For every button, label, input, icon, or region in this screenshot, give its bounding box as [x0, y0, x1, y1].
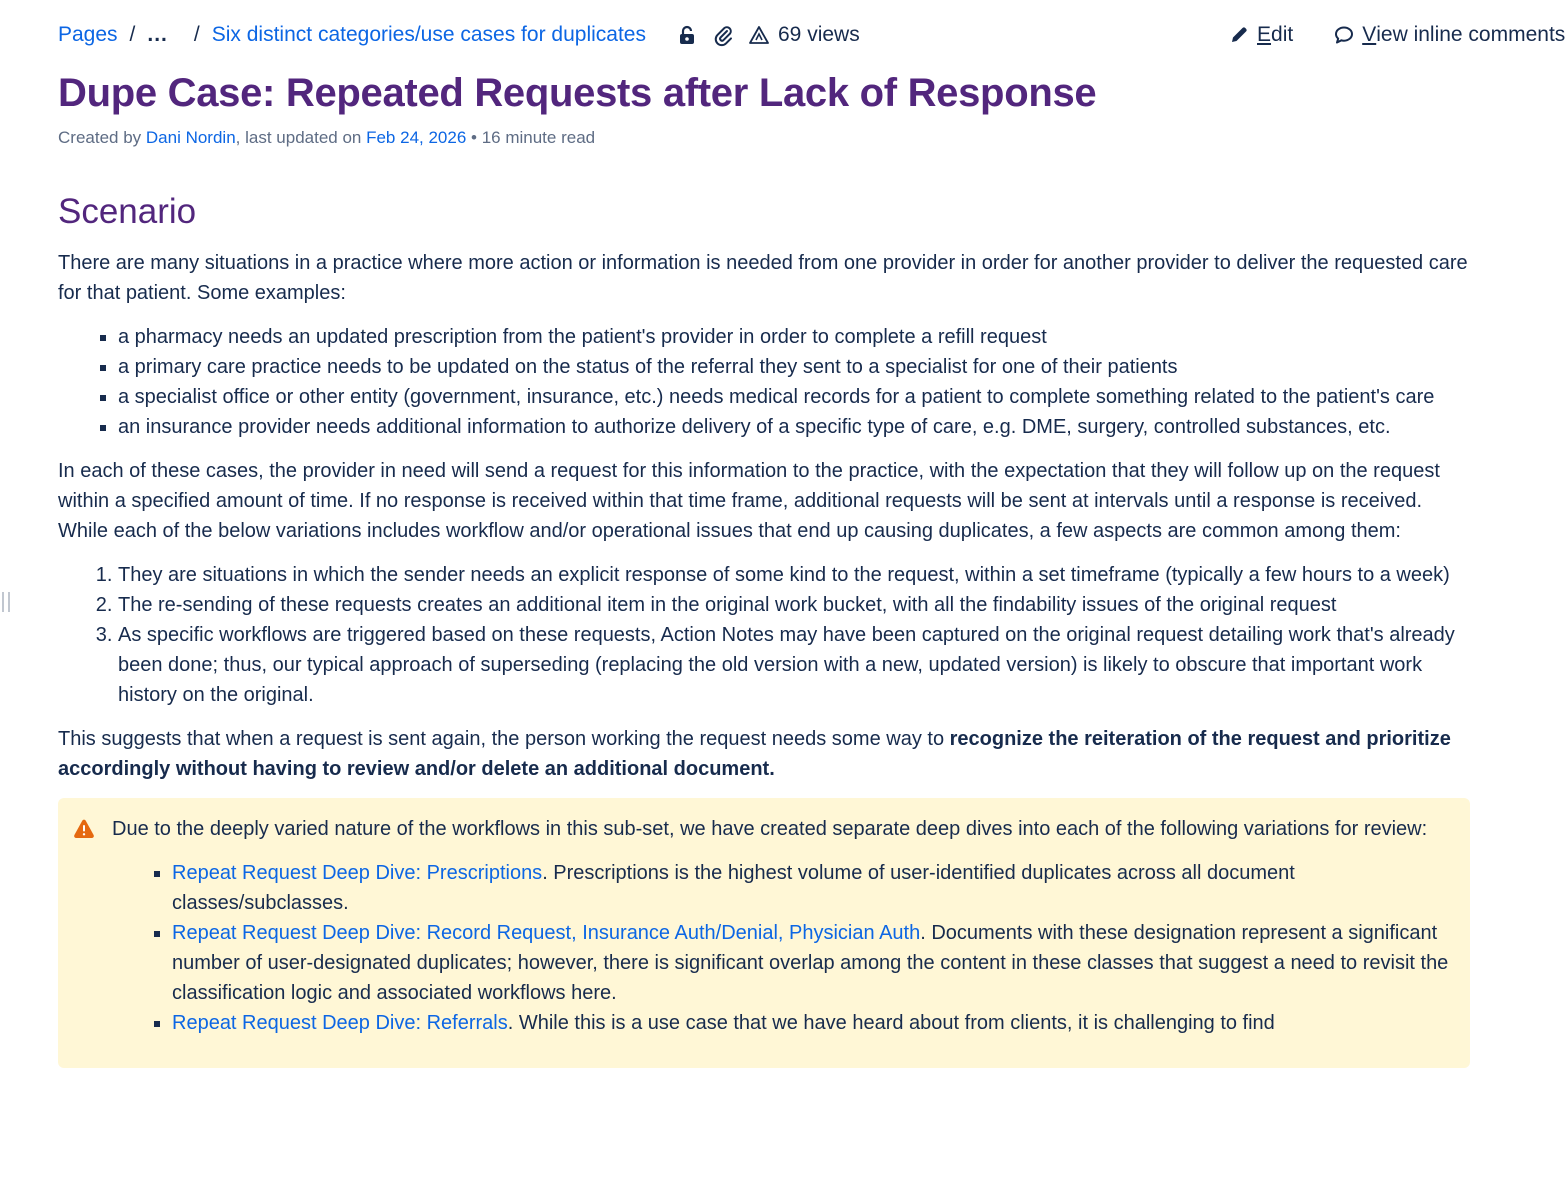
breadcrumb [58, 18, 646, 52]
page-content [58, 64, 1470, 1068]
breadcrumb-separator: / [193, 23, 200, 46]
read-time: • 16 minute read [466, 128, 596, 147]
list-item: ▪ a primary care practice needs to be updated on the status of the referral they sent to a specialist for one of their patients [118, 352, 1470, 382]
breadcrumb-ellipsis-button[interactable]: ... [147, 23, 168, 46]
page-title: Dupe Case: Repeated Requests after Lack of Response [58, 71, 1097, 115]
last-updated-date-link[interactable]: Feb 24, 2026 [366, 128, 467, 147]
warning-panel [58, 798, 1470, 1068]
breadcrumb-pages-link[interactable]: Pages [58, 23, 118, 46]
breadcrumb-separator: / [129, 23, 136, 46]
edit-shortcut-letter: E [1257, 23, 1272, 46]
byline-updated: , last updated on [235, 128, 367, 147]
deep-dive-record-request-link[interactable]: Repeat Request Deep Dive: Record Request, Insurance Auth/Denial, Physician Auth [172, 922, 921, 944]
comments-label: iew inline comments [1376, 23, 1565, 46]
list-item-text: . Documents with these designation represent a significant number of user-designated duplicates; however, there is significant overlap among the content in these classes that suggest a need to revisit the classification logic and associated workflows here. [172, 922, 1449, 1004]
list-item-text: . While this is a use case that we have heard about from clients, it is challenging to find [507, 1012, 1275, 1034]
comment-icon [1333, 24, 1355, 46]
breadcrumb-parent-link[interactable]: Six distinct categories/use cases for duplicates [211, 23, 646, 46]
scenario-intro: There are many situations in a practice where more action or information is needed from one provider in order for another provider to deliver the requested care for that patient. Some examples: [58, 252, 1468, 304]
paperclip-icon[interactable] [712, 24, 734, 46]
list-item [172, 918, 1452, 1008]
aspects-list [58, 560, 1470, 710]
warning-text: Due to the deeply varied nature of the workflows in this sub-set, we have created separate deep dives into each of the following variations for review: [112, 818, 1428, 840]
list-item: 2. The re-sending of these requests creates an additional item in the original work bucket, with all the findability issues of the original request [118, 590, 1470, 620]
byline-created-by: Created by [58, 128, 146, 147]
examples-list [58, 322, 1470, 442]
section-heading-scenario: Scenario [58, 192, 197, 231]
deep-dive-prescriptions-link[interactable]: Repeat Request Deep Dive: Prescriptions [172, 862, 543, 884]
sidebar-resize-handle[interactable] [2, 592, 10, 612]
list-item-text: . Prescriptions is the highest volume of user-identified duplicates across all document classes/subclasses. [172, 862, 1295, 914]
page-meta [676, 18, 860, 52]
views-count: 69 views [778, 23, 860, 46]
list-item: 3. As specific workflows are triggered based on these requests, Action Notes may have been captured on the original request detailing work that's already been done; thus, our typical approach of superseding (replacing the old version with a new, updated version) is likely to obscure that important work history on the original. [118, 620, 1470, 710]
analytics-icon [748, 24, 770, 46]
list-item [172, 1008, 1452, 1038]
page-header-bar [58, 18, 1565, 52]
page-byline [58, 126, 1470, 150]
page-actions [1228, 18, 1565, 52]
edit-label: dit [1271, 23, 1294, 46]
scenario-paragraph-2: In each of these cases, the provider in need will send a request for this information to the practice, with the expectation that they will follow up on the request within a specified amount of time. If no response is received within that time frame, additional requests will be sent at intervals until a response is received. While each of the below variations includes workflow and/or operational issues that end up causing duplicates, a few aspects are common among them: [58, 460, 1440, 542]
paragraph-emphasis: recognize the reiteration of the request and prioritize accordingly without having to review and/or delete an additional document. [58, 728, 1451, 780]
comments-shortcut-letter: V [1362, 23, 1377, 46]
list-item: ▪ a specialist office or other entity (government, insurance, etc.) needs medical records for a patient to complete something related to the patient's care [118, 382, 1470, 412]
warning-icon [73, 818, 95, 840]
list-item [172, 858, 1452, 918]
edit-button[interactable] [1228, 23, 1293, 47]
list-item: ▪ an insurance provider needs additional information to authorize delivery of a specific type of care, e.g. DME, surgery, controlled substances, etc. [118, 412, 1470, 442]
scenario-paragraph-3 [58, 724, 1470, 784]
author-link[interactable]: Dani Nordin [145, 128, 236, 147]
list-item: 1. They are situations in which the sender needs an explicit response of some kind to the request, within a set timeframe (typically a few hours to a week) [118, 560, 1470, 590]
paragraph-text: This suggests that when a request is sent again, the person working the request needs some way to [58, 728, 950, 750]
deep-dive-referrals-link[interactable]: Repeat Request Deep Dive: Referrals [172, 1012, 508, 1034]
page-views[interactable] [748, 23, 860, 47]
pencil-icon [1228, 24, 1250, 46]
deep-dive-list [112, 858, 1452, 1038]
unlock-icon[interactable] [676, 24, 698, 46]
list-item: ▪ a pharmacy needs an updated prescription from the patient's provider in order to complete a refill request [118, 322, 1470, 352]
view-inline-comments-button[interactable] [1333, 23, 1565, 47]
